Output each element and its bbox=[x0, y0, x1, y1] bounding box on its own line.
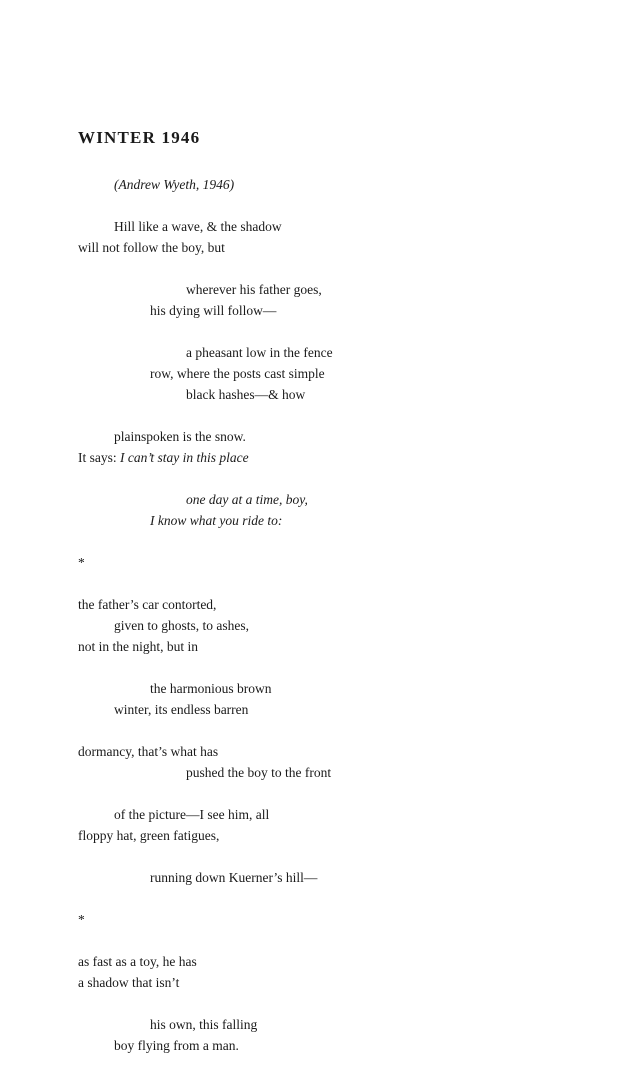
poem-line: the father’s car contorted, bbox=[78, 597, 217, 612]
poem-line: Hill like a wave, & the shadow bbox=[114, 219, 282, 234]
poem-line: I know what you ride to: bbox=[150, 513, 283, 528]
poem-line: floppy hat, green fatigues, bbox=[78, 828, 220, 843]
poem-line: dormancy, that’s what has bbox=[78, 744, 219, 759]
poem-line: pushed the boy to the front bbox=[186, 765, 332, 780]
poem-line: of the picture—I see him, all bbox=[114, 807, 270, 822]
poem-line: row, where the posts cast simple bbox=[150, 366, 325, 381]
poem-line: winter, its endless barren bbox=[114, 702, 249, 717]
poem-line: black hashes—& how bbox=[186, 387, 306, 402]
poem-line: the harmonious brown bbox=[150, 681, 272, 696]
poem-line: not in the night, but in bbox=[78, 639, 198, 654]
poem-line: running down Kuerner’s hill— bbox=[150, 870, 318, 885]
epigraph: (Andrew Wyeth, 1946) bbox=[114, 177, 235, 192]
poem-line: one day at a time, boy, bbox=[186, 492, 308, 507]
poem-title: WINTER 1946 bbox=[78, 128, 201, 147]
poem-line: given to ghosts, to ashes, bbox=[114, 618, 249, 633]
section-break: * bbox=[78, 912, 85, 927]
poem-line: wherever his father goes, bbox=[186, 282, 322, 297]
poem-line: his own, this falling bbox=[150, 1017, 258, 1032]
poem-line: a pheasant low in the fence bbox=[186, 345, 333, 360]
poem-line-text: It says: bbox=[78, 450, 120, 465]
poem-line-quote: I can’t stay in this place bbox=[120, 450, 249, 465]
poem-line: will not follow the boy, but bbox=[78, 240, 225, 255]
poem-line: a shadow that isn’t bbox=[78, 975, 180, 990]
poem-line: his dying will follow— bbox=[150, 303, 277, 318]
poem-line bbox=[78, 449, 249, 467]
poem-line: plainspoken is the snow. bbox=[114, 429, 246, 444]
poem-line: as fast as a toy, he has bbox=[78, 954, 197, 969]
section-break: * bbox=[78, 555, 85, 570]
poem-line: boy flying from a man. bbox=[114, 1038, 239, 1053]
